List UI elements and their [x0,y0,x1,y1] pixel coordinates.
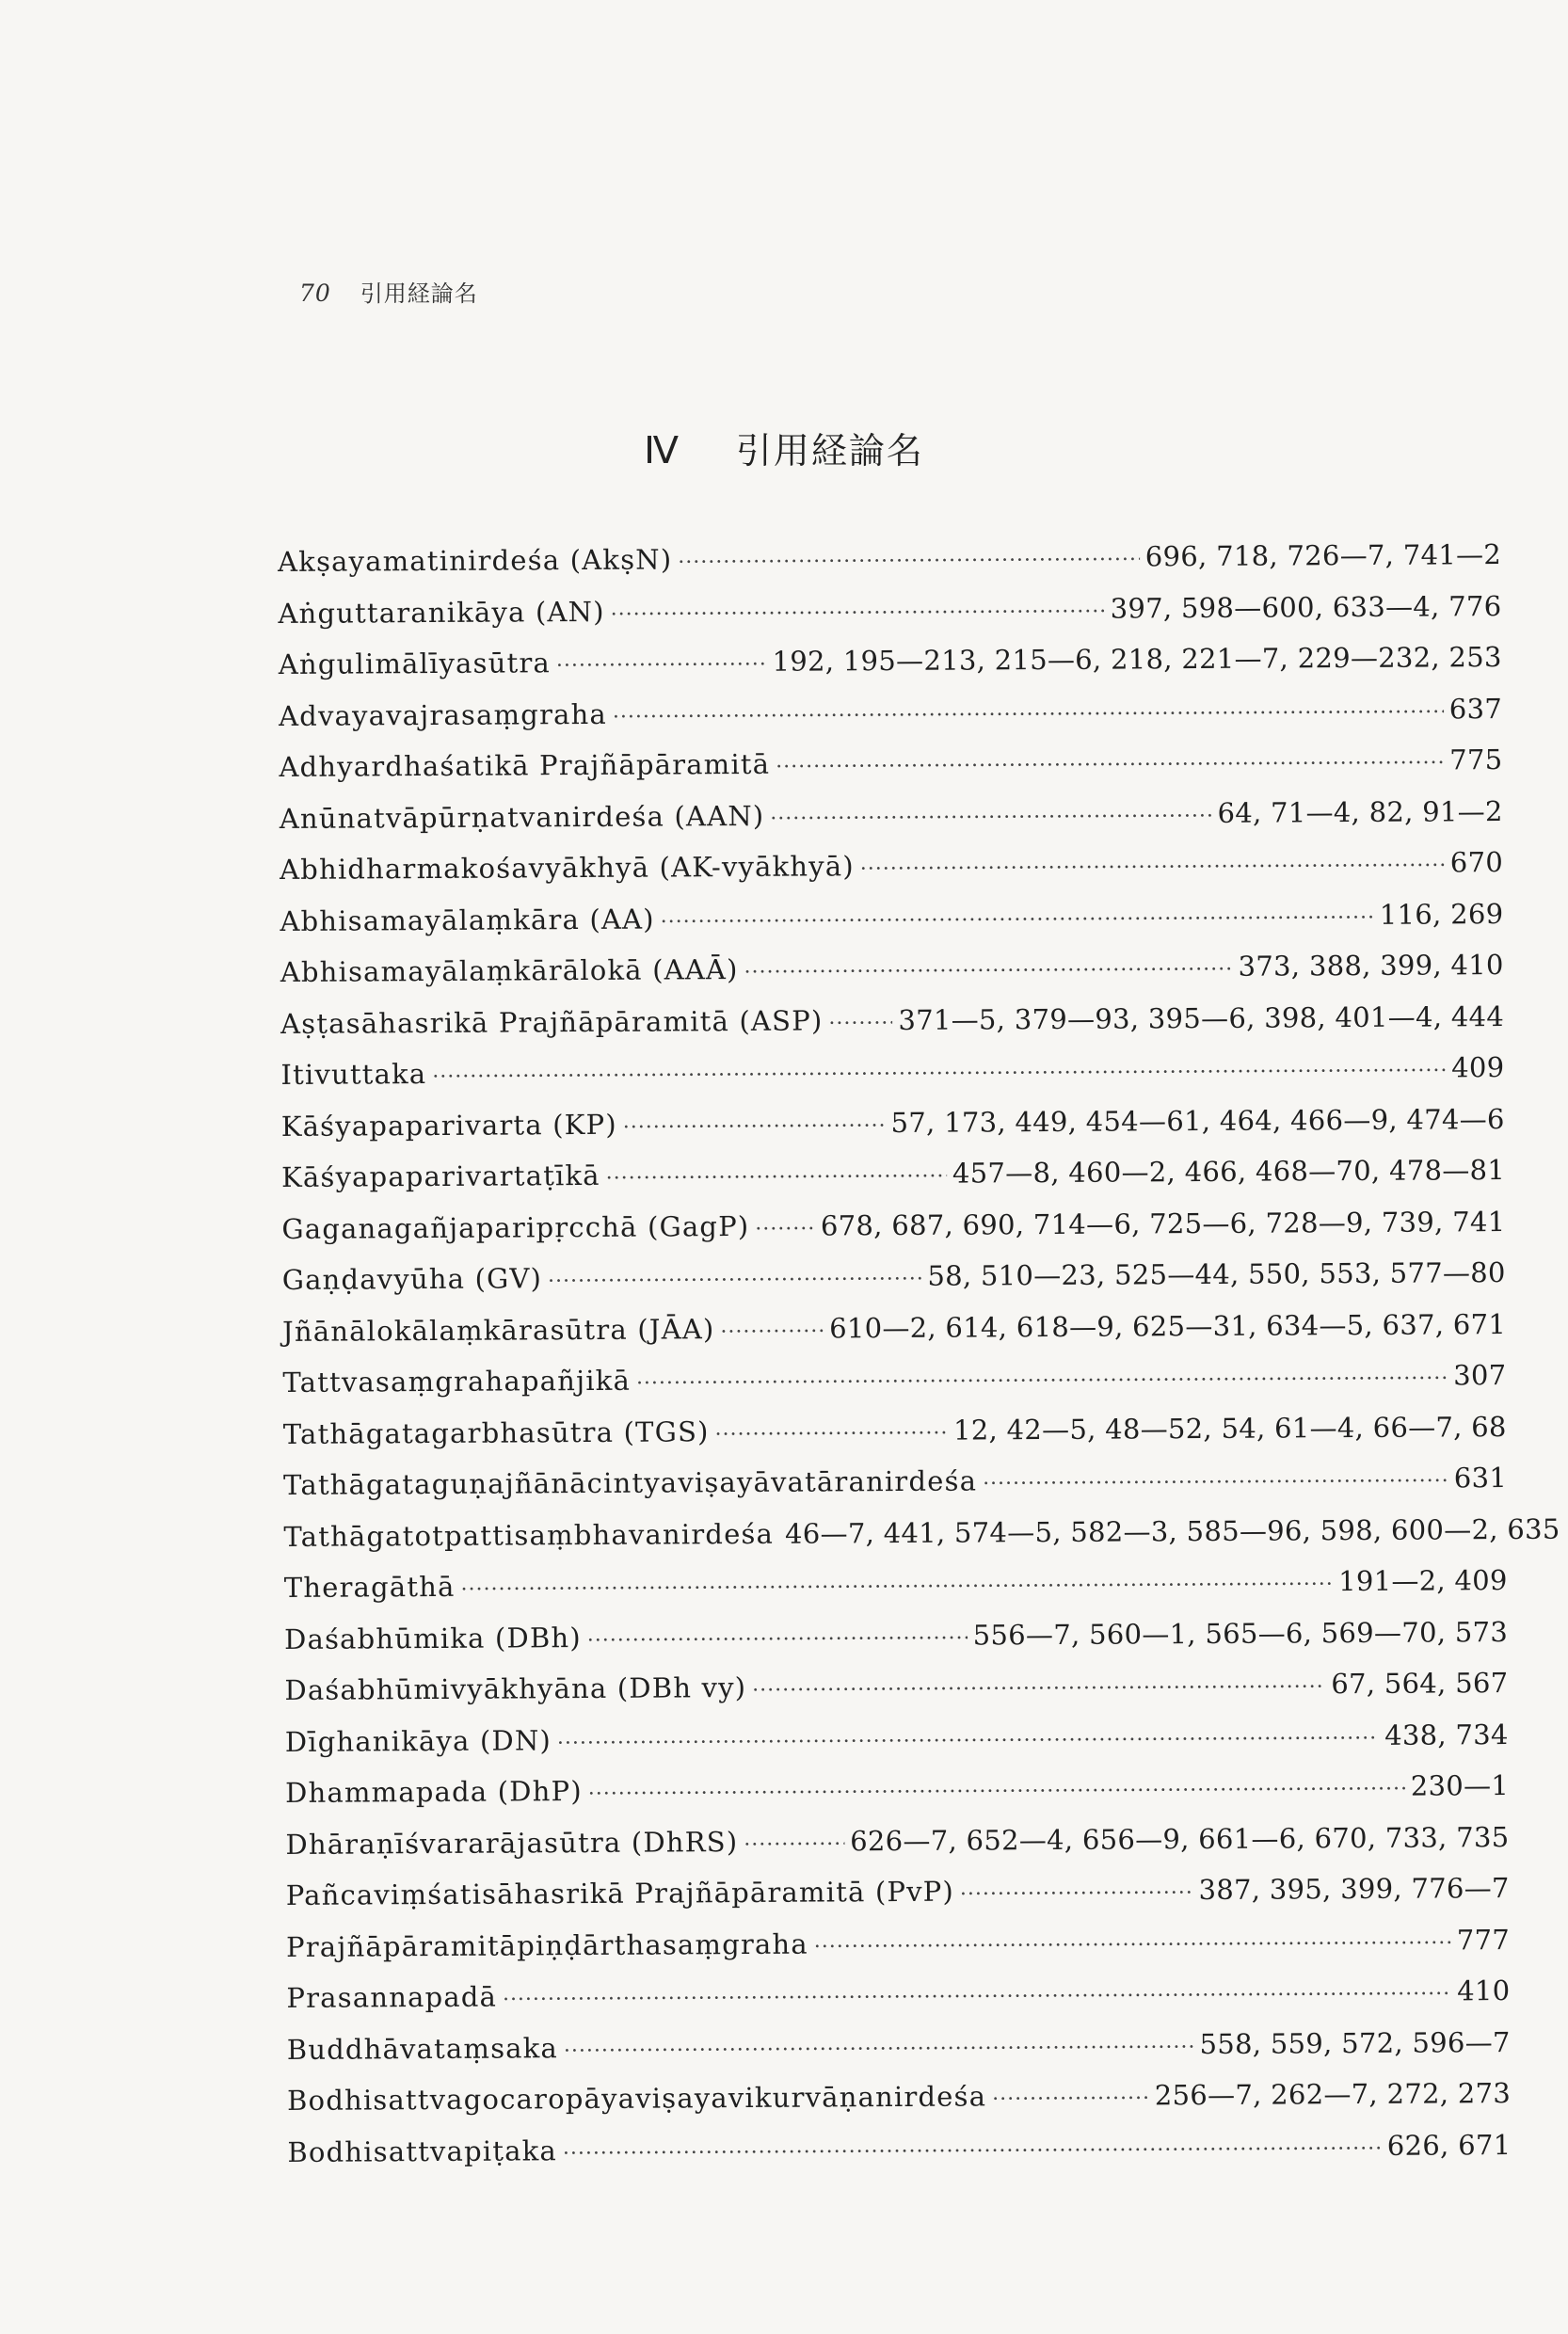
entry-pages: 678, 687, 690, 714—6, 725—6, 728—9, 739, 741 [820,1205,1506,1241]
dot-leader [744,1832,844,1857]
entry-pages: 409 [1451,1051,1505,1084]
index-entry [286,1872,1510,1930]
index-entry [287,2077,1511,2135]
entry-pages: 457—8, 460—2, 466, 468—70, 478—81 [952,1154,1506,1190]
dot-leader [960,1881,1193,1907]
dot-leader [720,1319,824,1344]
entry-title: Akṣayamatinirdeśa (AkṣN) [278,543,673,578]
citation-index-list [278,538,1560,2187]
entry-pages: 57, 173, 449, 454—61, 464, 466—9, 474—6 [890,1102,1505,1139]
entry-title: Aṅgulimālīyasūtra [278,647,552,680]
entry-pages: 387, 395, 399, 776—7 [1198,1872,1510,1907]
entry-title: Abhisamayālaṃkārālokā (AAĀ) [280,953,739,988]
entry-title: Theragāthā [283,1570,456,1604]
dot-leader [814,1931,1451,1958]
entry-pages: 192, 195—213, 215—6, 218, 221—7, 229—232, 253 [772,641,1502,678]
entry-pages: 558, 559, 572, 596—7 [1199,2025,1511,2060]
entry-pages: 775 [1449,743,1503,776]
running-head [299,275,478,308]
entry-pages: 12, 42—5, 48—52, 54, 61—4, 66—7, 68 [952,1410,1507,1447]
entry-pages: 397, 598—600, 633—4, 776 [1110,589,1502,625]
index-entry [287,2026,1511,2085]
dot-leader [715,1421,949,1447]
entry-pages: 670 [1449,846,1504,879]
index-entry [285,1769,1509,1828]
entry-title: Kāśyapaparivarta (KP) [280,1108,617,1143]
dot-leader [678,548,1140,574]
dot-leader [744,958,1233,984]
index-entry [281,1103,1505,1161]
entry-pages: 230—1 [1410,1769,1510,1802]
entry-title: Bodhisattvagocaropāyaviṣayavikurvāṇanirdeśa [286,2080,987,2117]
dot-leader [587,1626,968,1652]
index-entry [279,641,1502,699]
dot-leader [752,1675,1325,1703]
dot-leader [563,2136,1382,2165]
entry-pages: 256—7, 262—7, 272, 273 [1154,2077,1512,2112]
entry-title: Dhammapada (DhP) [284,1775,583,1809]
entry-pages: 307 [1453,1359,1507,1392]
entry-pages: 64, 71—4, 82, 91—2 [1217,794,1503,829]
entry-title: Buddhāvataṃsaka [286,2031,559,2066]
running-title: 引用経論名 [360,280,478,307]
dot-leader [776,751,1444,778]
index-entry [286,1924,1510,1982]
entry-title: Prajñāpāramitāpiṇḍārthasaṃgraha [285,1927,808,1963]
entry-title: Dhāraṇīśvararājasūtra (DhRS) [285,1825,739,1861]
entry-pages: 610—2, 614, 618—9, 625—31, 634—5, 637, 671 [829,1307,1507,1344]
index-entry [281,1154,1505,1212]
entry-title: Bodhisattvapiṭaka [287,2134,558,2168]
entry-title: Jñānālokālaṃkārasūtra (JĀA) [281,1312,715,1348]
dot-leader [557,1726,1379,1754]
index-entry [285,1719,1509,1777]
index-entry [284,1667,1508,1725]
index-entry [280,1051,1504,1110]
dot-leader [623,1114,886,1140]
dot-leader [548,1268,921,1293]
entry-pages: 373, 388, 399, 410 [1238,949,1504,983]
dot-leader [828,1012,892,1035]
index-entry [284,1616,1508,1674]
index-entry [282,1256,1506,1315]
dot-leader [503,1982,1451,2011]
dot-leader [461,1573,1334,1602]
page-number: 70 [299,280,331,307]
dot-leader [661,905,1374,934]
entry-pages: 410 [1457,1974,1511,2007]
dot-leader [983,1469,1448,1495]
entry-pages: 58, 510—23, 525—44, 550, 553, 577—80 [927,1256,1506,1292]
dot-leader [556,653,767,678]
entry-title: Tathāgatotpattisaṃbhavanirdeśa [283,1517,775,1553]
index-entry [283,1512,1560,1572]
entry-pages: 696, 718, 726—7, 741—2 [1144,538,1502,573]
section-number: Ⅳ [644,429,680,472]
index-entry [282,1359,1506,1417]
entry-pages: 67, 564, 567 [1331,1667,1509,1701]
dot-leader [755,1217,815,1240]
index-entry [286,1974,1510,2033]
entry-pages: 777 [1456,1923,1511,1956]
index-entry [280,846,1503,904]
entry-title: Tathāgataguṇajñānācintyaviṣayāvatāranirdeśa [282,1464,978,1501]
dot-leader [606,1165,947,1191]
entry-title: Gaganagañjaparipṛcchā (GagP) [281,1209,750,1245]
dot-leader [432,1059,1446,1089]
entry-title: Advayavajrasaṃgraha [278,697,608,732]
index-entry [280,795,1503,854]
index-entry [283,1462,1507,1520]
entry-pages: 626—7, 652—4, 656—9, 661—6, 670, 733, 735 [850,1820,1510,1857]
dot-leader [564,2036,1194,2063]
index-entry [285,1821,1509,1879]
section-heading [0,422,1568,473]
entry-title: Daśabhūmika (DBh) [283,1621,582,1655]
entry-title: Abhidharmakośavyākhyā (AK-vyākhyā) [279,850,855,886]
entry-title: Gaṇḍavyūha (GV) [281,1262,543,1296]
index-entry [283,1411,1507,1469]
index-entry [278,538,1501,597]
dot-leader [588,1778,1405,1806]
index-entry [279,693,1502,751]
entry-title: Prasannapadā [286,1980,498,2014]
entry-pages: 637 [1448,692,1503,725]
index-entry [284,1564,1508,1623]
entry-pages: 191—2, 409 [1338,1564,1508,1598]
entry-title: Tattvasaṃgrahapañjikā [282,1364,632,1399]
dot-leader [860,854,1445,881]
entry-title: Aṣṭasāhasrikā Prajñāpāramitā (ASP) [280,1003,824,1040]
entry-title: Anūnatvāpūrṇatvanirdeśa (AAN) [279,799,765,835]
dot-leader [613,700,1444,728]
index-entry [279,743,1502,802]
dot-leader [611,599,1105,626]
entry-title: Pañcaviṃśatisāhasrikā Prajñāpāramitā (PvP) [285,1875,955,1911]
entry-title: Dīghanikāya (DN) [284,1723,552,1758]
index-entry [280,898,1503,956]
entry-title: Adhyardhaśatikā Prajñāpāramitā [279,747,771,783]
entry-pages: 438, 734 [1384,1718,1509,1751]
entry-title: Kāśyapaparivartaṭīkā [280,1159,600,1193]
index-entry [282,1308,1506,1367]
index-entry [278,590,1501,648]
entry-pages: 371—5, 379—93, 395—6, 398, 401—4, 444 [898,999,1505,1036]
entry-title: Aṅguttaranikāya (AN) [278,595,605,630]
entry-title: Itivuttaka [280,1058,427,1091]
dot-leader [992,2086,1149,2111]
entry-pages: 556—7, 560—1, 565—6, 569—70, 573 [972,1615,1509,1652]
entry-pages: 631 [1453,1462,1508,1495]
index-entry [287,2129,1511,2187]
entry-pages: 46—7, 441, 574—5, 582—3, 585—96, 598, 600—2, 635 [784,1512,1560,1550]
entry-pages: 116, 269 [1379,897,1504,931]
entry-title: Abhisamayālaṃkāra (AA) [280,903,655,937]
index-entry [280,1000,1504,1059]
index-entry [280,949,1504,1007]
dot-leader [770,804,1211,830]
entry-title: Tathāgatagarbhasūtra (TGS) [282,1415,710,1450]
entry-title: Daśabhūmivyākhyāna (DBh vy) [284,1671,747,1706]
index-entry [281,1206,1505,1264]
section-title: 引用経論名 [735,430,924,472]
dot-leader [636,1367,1448,1395]
entry-pages: 626, 671 [1386,2128,1512,2162]
